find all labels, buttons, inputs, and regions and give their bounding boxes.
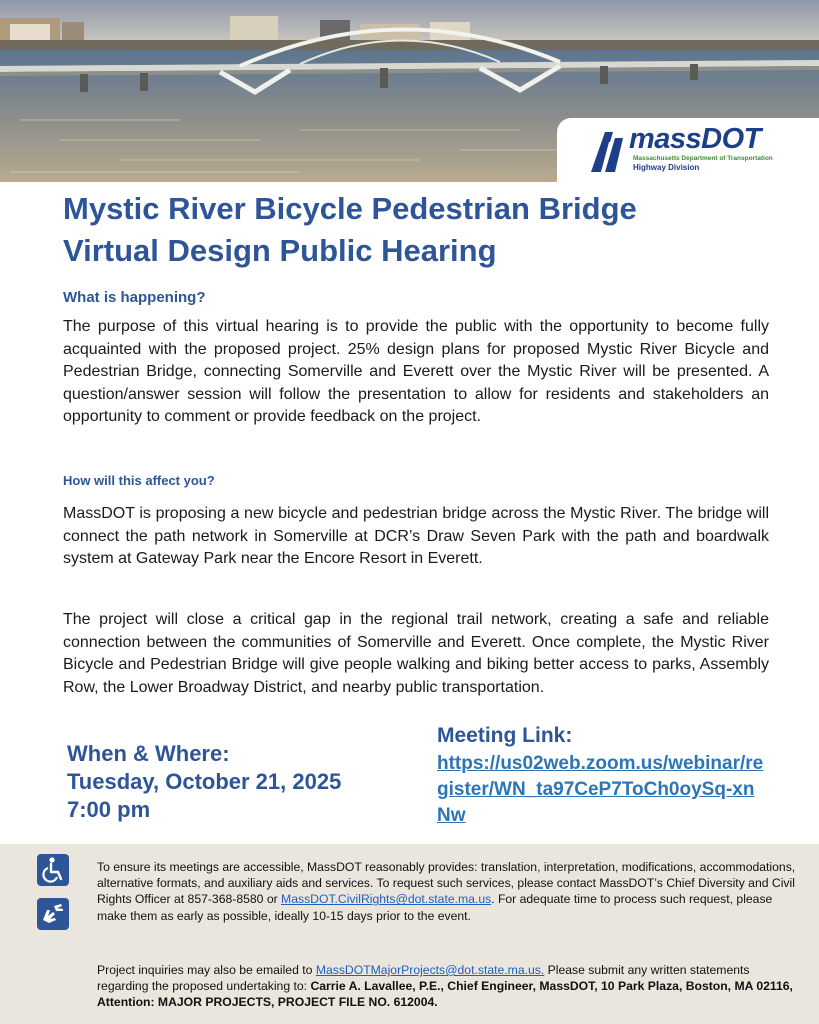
inquiries-text: Project inquiries may also be emailed to (97, 963, 316, 977)
sign-language-icon (37, 898, 69, 930)
major-projects-email-link[interactable]: MassDOTMajorProjects@dot.state.ma.us. (315, 963, 545, 977)
meeting-link[interactable]: https://us02web.zoom.us/webinar/register/WN_ta97CeP7ToCh0oySq-xnNw (437, 753, 764, 826)
logo-subtitle: Massachusetts Department of Transportation (633, 155, 773, 162)
mailing-address: Carrie A. Lavallee, P.E., Chief Engineer, MassDOT, 10 Park Plaza, Boston, MA 02116, Attention: MAJOR PROJECTS, PROJECT FILE NO. 612004. (97, 979, 793, 1010)
what-heading: What is happening? (63, 289, 206, 306)
how-paragraph-1: MassDOT is proposing a new bicycle and pedestrian bridge across the Mystic River. The bridge will connect the path network in Somerville at DCR’s Draw Seven Park with the path and boardwalk system at Gateway Park near the Encore Resort in Everett. (63, 505, 769, 568)
title-line-1: Mystic River Bicycle Pedestrian Bridge (63, 191, 637, 226)
civil-rights-email-link[interactable]: MassDOT.CivilRights@dot.state.ma.us (281, 892, 492, 907)
inquiries-text-mid: Please submit any written statements regarding the proposed undertaking to: (97, 963, 750, 994)
massdot-logo (557, 118, 819, 182)
page-title (63, 188, 803, 272)
project-inquiries (97, 962, 797, 1011)
title-line-2: Virtual Design Public Hearing (63, 233, 497, 268)
how-paragraph-2: The project will close a critical gap in the regional trail network, creating a safe and reliable connection between the communities of Somerville and Everett. Once complete, the Mystic River Bicycle and Pedestrian Bridge will give people walking and biking better access to parks, Assembly Row, the Lower Broadway District, and nearby public transportation. (63, 611, 769, 696)
accessibility-text: To ensure its meetings are accessible, MassDOT reasonably provides: translation, interpretation, modifications, accommodations, alternative formats, and auxiliary aids and services. To request such services, please contact MassDOT’s Chief Diversity and Civil Rights Officer at 857-368-8580 or (97, 860, 796, 907)
logo-wordmark: massDOT (629, 123, 761, 155)
when-where-block (67, 740, 417, 824)
wheelchair-icon (37, 854, 69, 886)
what-paragraph: The purpose of this virtual hearing is to provide the public with the opportunity to become fully acquainted with the proposed project. 25% design plans for proposed Mystic River Bicycle and Pedestrian Bridge, connecting Somerville and Everett over the Mystic River will be presented. A question/answer session will follow the presentation to allow for residents and stakeholders an opportunity to comment or provide feedback on the project. (63, 318, 769, 426)
event-time: 7:00 pm (67, 797, 151, 822)
accessibility-text-end: . For adequate time to process such request, please make them as early as possible, ideally 10-15 days prior to the event. (97, 892, 773, 923)
accessibility-notice (97, 859, 797, 924)
highway-road-icon (587, 128, 627, 179)
meeting-link-label: Meeting Link: (437, 724, 573, 747)
when-label: When & Where: (67, 741, 230, 766)
logo-division: Highway Division (633, 163, 700, 172)
event-date: Tuesday, October 21, 2025 (67, 769, 342, 794)
how-heading: How will this affect you? (63, 473, 215, 488)
